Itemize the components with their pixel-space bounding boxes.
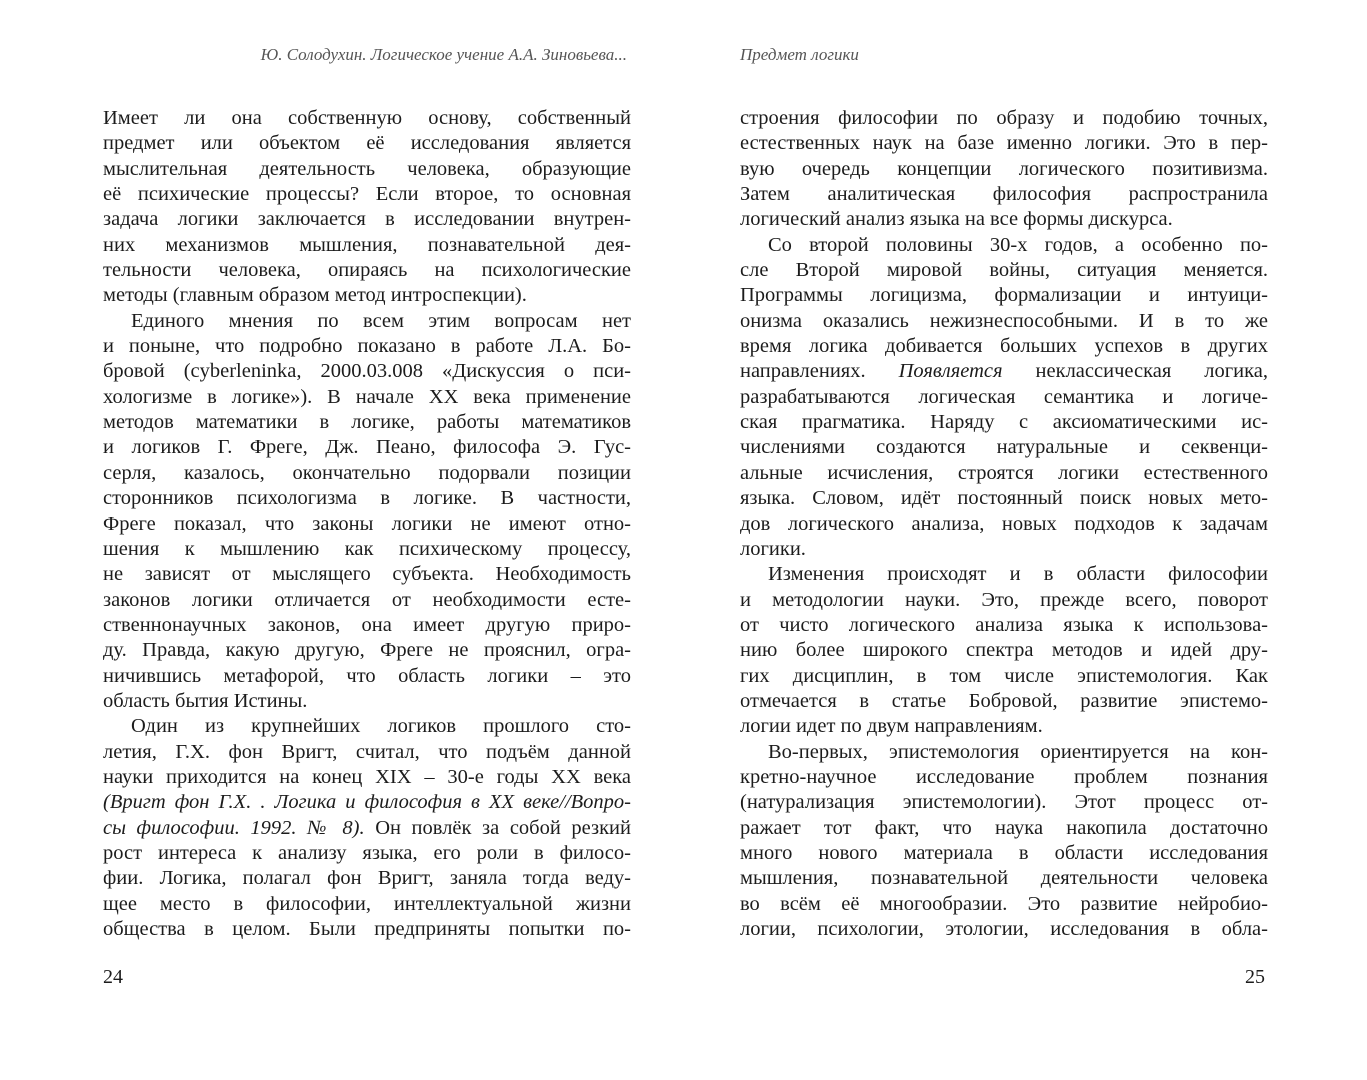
text-segment: числениями создаются натуральные и секвенци- — [740, 436, 1268, 459]
text-line — [103, 664, 631, 689]
text-segment: время логика добивается больших успехов в других — [740, 335, 1268, 358]
text-line — [740, 841, 1268, 866]
text-line — [740, 334, 1268, 359]
text-line — [740, 157, 1268, 182]
text-segment: разрабатываются логическая семантика и логиче- — [740, 385, 1268, 408]
text-segment: предмет или объектом её исследования является — [103, 132, 631, 155]
text-segment: не зависят от мыслящего субъекта. Необходимость — [103, 563, 631, 586]
text-segment: много нового материала в области исследования — [740, 841, 1268, 864]
page-body-text — [740, 106, 1268, 942]
text-segment: кретно-научное исследование проблем познания — [740, 765, 1268, 788]
text-segment: и логиков Г. Фреге, Дж. Пеано, философа Э. Гус- — [103, 436, 631, 459]
text-line — [740, 435, 1268, 460]
text-line — [103, 790, 631, 815]
text-line — [103, 841, 631, 866]
text-line — [740, 866, 1268, 891]
text-line — [103, 359, 631, 384]
text-segment: сторонников психологизма в логике. В частности, — [103, 487, 631, 510]
text-segment: естественных наук на базе именно логики. Это в пер- — [740, 132, 1268, 155]
text-line — [740, 562, 1268, 587]
text-segment: летия, Г.Х. фон Вригт, считал, что подъём данной — [103, 740, 631, 763]
text-line — [103, 461, 631, 486]
text-line — [103, 917, 631, 942]
text-line — [103, 638, 631, 663]
text-segment: методы (главным образом метод интроспекции). — [103, 284, 527, 307]
text-line — [103, 562, 631, 587]
text-line — [103, 613, 631, 638]
text-line — [740, 740, 1268, 765]
text-segment: Программы логицизма, формализации и интуици- — [740, 284, 1268, 307]
text-segment: и методологии науки. Это, прежде всего, поворот — [740, 588, 1268, 611]
text-segment: фии. Логика, полагал фон Вригт, заняла тогда веду- — [103, 867, 631, 890]
text-line — [103, 512, 631, 537]
text-segment: нию более широкого спектра методов и идей дру- — [740, 639, 1268, 662]
text-line — [103, 233, 631, 258]
text-segment: и поныне, что подробно показано в работе Л.А. Бо- — [103, 335, 631, 358]
text-segment: гих дисциплин, в том числе эпистемология. Как — [740, 664, 1268, 687]
text-segment: тельности человека, опираясь на психологические — [103, 259, 631, 282]
text-line — [740, 385, 1268, 410]
text-segment: логии идет по двум направлениям. — [740, 715, 1043, 738]
text-line — [103, 486, 631, 511]
text-segment: них механизмов мышления, познавательной дея- — [103, 233, 631, 256]
text-segment: во всём её многообразии. Это развитие нейробио- — [740, 892, 1268, 915]
text-line — [103, 334, 631, 359]
text-line — [103, 207, 631, 232]
text-line — [740, 892, 1268, 917]
text-line — [740, 689, 1268, 714]
text-segment: задача логики заключается в исследовании внутрен- — [103, 208, 631, 231]
text-segment: ражает тот факт, что наука накопила достаточно — [740, 816, 1268, 839]
text-segment: шения к мышлению как психическому процессу, — [103, 537, 631, 560]
text-line — [740, 283, 1268, 308]
text-segment: строения философии по образу и подобию точных, — [740, 107, 1268, 129]
text-segment: Затем аналитическая философия распространила — [740, 183, 1268, 206]
text-segment: Единого мнения по всем этим вопросам нет — [131, 309, 631, 332]
text-line — [740, 790, 1268, 815]
text-line — [103, 131, 631, 156]
text-segment: щее место в философии, интеллектуальной жизни — [103, 892, 631, 915]
text-segment: серля, казалось, окончательно подорвали позиции — [103, 461, 631, 484]
text-line — [740, 359, 1268, 384]
text-line — [740, 816, 1268, 841]
text-segment: сле Второй мировой войны, ситуация меняется. — [740, 259, 1268, 282]
text-line — [103, 385, 631, 410]
text-line — [740, 638, 1268, 663]
text-line — [740, 537, 1268, 562]
text-line — [740, 258, 1268, 283]
text-segment: дов логического анализа, новых подходов к задачам — [740, 512, 1268, 535]
text-line — [740, 512, 1268, 537]
text-line — [103, 283, 631, 308]
text-line — [103, 258, 631, 283]
text-line — [740, 613, 1268, 638]
text-segment: логический анализ языка на все формы дискурса. — [740, 208, 1173, 231]
text-segment: отмечается в статье Бобровой, развитие эпистемо- — [740, 689, 1268, 712]
text-segment: область бытия Истины. — [103, 689, 308, 712]
text-line — [103, 106, 631, 131]
text-segment: общества в целом. Были предприняты попытки по- — [103, 918, 631, 940]
italic-text-segment: сы философии. 1992. № 8). — [103, 816, 365, 839]
text-line — [740, 917, 1268, 942]
running-header: Ю. Солодухин. Логическое учение А.А. Зиновьева... — [260, 45, 627, 64]
text-line — [103, 866, 631, 891]
text-line — [740, 765, 1268, 790]
text-line — [740, 486, 1268, 511]
italic-text-segment: (Вригт фон Г.Х. . Логика и философия в XX веке//Вопро- — [103, 791, 631, 814]
text-segment: вую очередь концепции логического позитивизма. — [740, 157, 1268, 180]
text-line — [740, 233, 1268, 258]
text-line — [740, 207, 1268, 232]
right-page — [683, 0, 1367, 1080]
text-segment: ственнонаучных законов, она имеет другую приро- — [103, 613, 631, 636]
text-segment: Фреге показал, что законы логики не имеют отно- — [103, 512, 631, 535]
text-line — [740, 309, 1268, 334]
text-segment: методов математики в логике, работы математиков — [103, 411, 631, 434]
text-line — [740, 410, 1268, 435]
left-page — [0, 0, 683, 1080]
text-line — [103, 765, 631, 790]
page-number: 25 — [1245, 966, 1265, 988]
text-line — [103, 182, 631, 207]
running-header: Предмет логики — [740, 45, 859, 64]
text-segment: законов логики отличается от необходимости есте- — [103, 588, 631, 611]
text-segment: мыслительная деятельность человека, образующие — [103, 157, 631, 180]
text-line — [103, 588, 631, 613]
text-segment: онизма оказались нежизнеспособными. И в то же — [740, 309, 1268, 332]
text-segment: от чисто логического анализа языка к использова- — [740, 613, 1268, 636]
text-segment: Один из крупнейших логиков прошлого сто- — [131, 715, 631, 738]
text-line — [103, 435, 631, 460]
text-segment: языка. Словом, идёт постоянный поиск новых мето- — [740, 487, 1268, 510]
text-segment: направлениях. — [740, 360, 899, 383]
page-number: 24 — [103, 966, 123, 988]
text-segment: мышления, познавательной деятельности человека — [740, 867, 1268, 890]
text-segment: Он повлёк за собой резкий — [364, 816, 631, 839]
text-line — [103, 537, 631, 562]
text-segment: альные исчисления, строятся логики естественного — [740, 461, 1268, 484]
text-segment: рост интереса к анализу языка, его роли в филосо- — [103, 841, 631, 864]
text-line — [740, 714, 1268, 739]
text-segment: ская прагматика. Наряду с аксиоматическими ис- — [740, 411, 1268, 434]
text-line — [740, 461, 1268, 486]
text-line — [103, 740, 631, 765]
text-line — [740, 588, 1268, 613]
text-segment: Во-первых, эпистемология ориентируется на кон- — [768, 740, 1268, 763]
text-segment: неклассическая логика, — [1002, 360, 1268, 383]
text-segment: Со второй половины 30-х годов, а особенно по- — [768, 233, 1268, 256]
text-line — [740, 664, 1268, 689]
italic-text-segment: Появляется — [898, 360, 1003, 383]
text-line — [103, 816, 631, 841]
text-line — [740, 182, 1268, 207]
text-line — [103, 892, 631, 917]
text-line — [103, 689, 631, 714]
text-segment: хологизме в логике»). В начале XX века применение — [103, 385, 631, 408]
text-line — [103, 714, 631, 739]
text-segment: логики. — [740, 537, 806, 560]
text-segment: бровой (cyberleninka, 2000.03.008 «Дискуссия о пси- — [103, 360, 631, 383]
text-line — [740, 106, 1268, 131]
text-line — [740, 131, 1268, 156]
text-segment: ничившись метафорой, что область логики – это — [103, 664, 631, 687]
text-line — [103, 309, 631, 334]
text-segment: (натурализация эпистемологии). Этот процесс от- — [740, 791, 1268, 814]
page-body-text — [103, 106, 631, 942]
text-segment: её психические процессы? Если второе, то основная — [103, 183, 631, 206]
text-line — [103, 410, 631, 435]
text-line — [103, 157, 631, 182]
text-segment: ду. Правда, какую другую, Фреге не прояснил, огра- — [103, 639, 631, 662]
text-segment: логии, психологии, этологии, исследования в обла- — [740, 918, 1268, 940]
text-segment: Изменения происходят и в области философии — [768, 563, 1268, 586]
text-segment: Имеет ли она собственную основу, собственный — [103, 107, 631, 129]
text-segment: науки приходится на конец XIX – 30-е годы XX века — [103, 765, 631, 788]
